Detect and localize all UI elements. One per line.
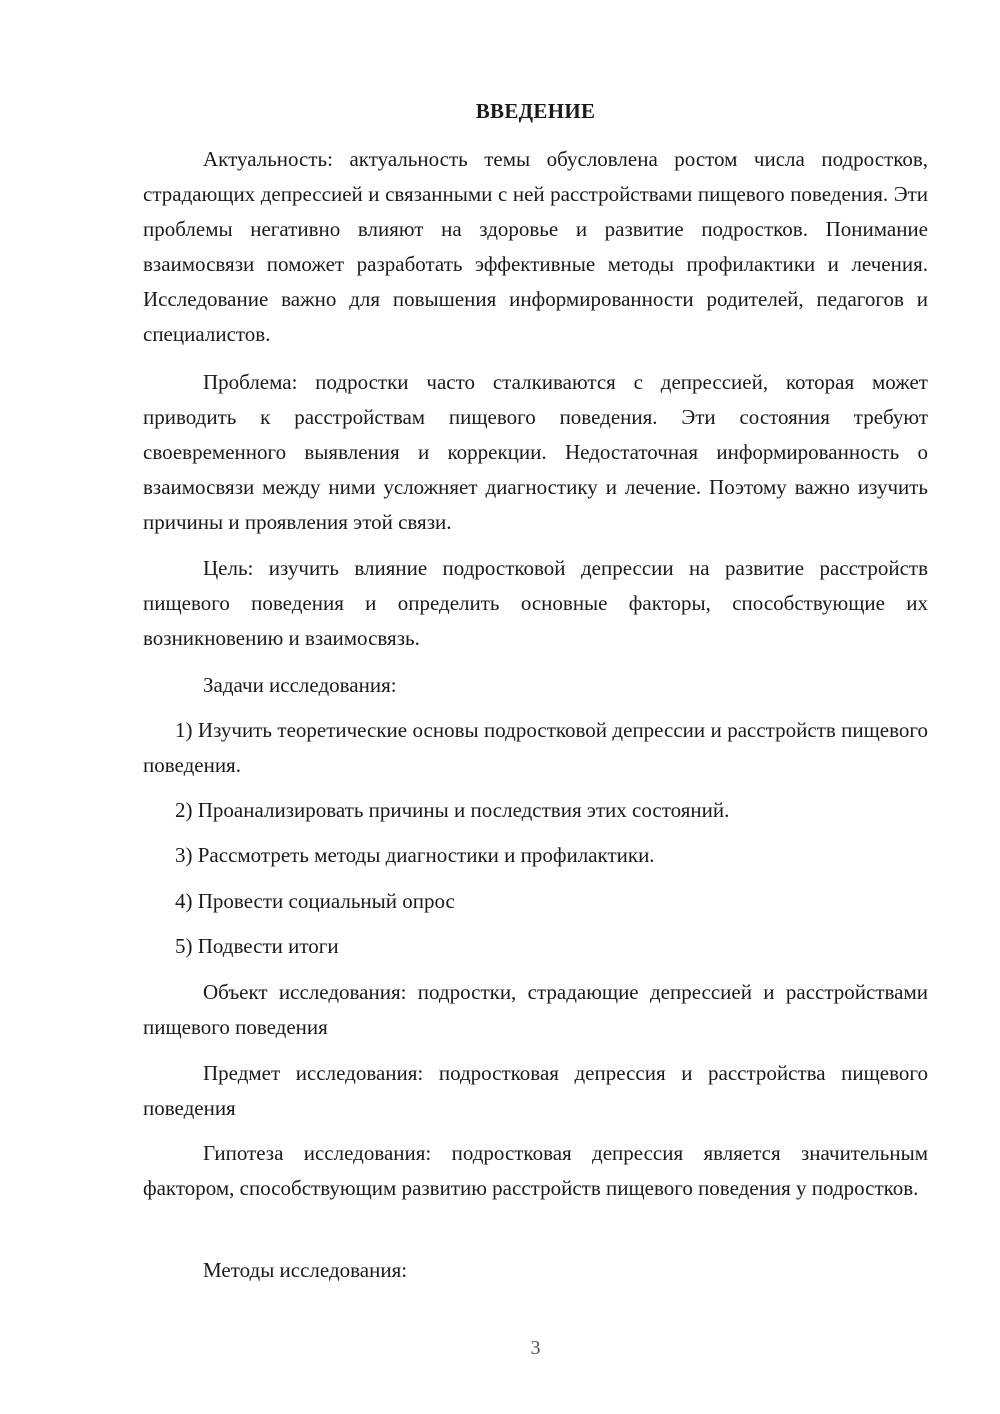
task-item: 5) Подвести итоги <box>175 934 339 958</box>
task-item: 4) Провести социальный опрос <box>175 889 455 913</box>
paragraph-object: Объект исследования: подростки, страдающие депрессией и расстройствами пищевого поведения <box>143 980 928 1039</box>
paragraph-relevance: Актуальность: актуальность темы обусловлена ростом числа подростков, страдающих депрессией и связанными с ней расстройствами пищевого поведения. Эти проблемы негативно влияют на здоровье и развитие подростков. Понимание взаимосвязи поможет разработать эффективные методы профилактики и лечения. Исследование важно для повышения информированности родителей, педагогов и специалистов. <box>143 147 928 346</box>
paragraph-problem: Проблема: подростки часто сталкиваются с депрессией, которая может приводить к расстройствам пищевого поведения. Эти состояния требуют своевременного выявления и коррекции. Недостаточная информированность о взаимосвязи между ними усложняет диагностику и лечение. Поэтому важно изучить причины и проявления этой связи. <box>143 370 928 534</box>
paragraph-hypothesis: Гипотеза исследования: подростковая депрессия является значительным фактором, способствующим развитию расстройств пищевого поведения у подростков. <box>143 1141 928 1200</box>
task-item: 2) Проанализировать причины и последствия этих состояний. <box>175 798 730 822</box>
task-item: 3) Рассмотреть методы диагностики и профилактики. <box>175 843 655 867</box>
paragraph-subject: Предмет исследования: подростковая депрессия и расстройства пищевого поведения <box>143 1061 928 1120</box>
paragraph-goal: Цель: изучить влияние подростковой депрессии на развитие расстройств пищевого поведения и определить основные факторы, способствующие их возникновению и взаимосвязь. <box>143 556 928 650</box>
page-title: ВВЕДЕНИЕ <box>475 99 596 123</box>
paragraph-methods: Методы исследования: <box>203 1258 408 1282</box>
document-page <box>143 0 928 1414</box>
page-number: 3 <box>530 1337 541 1359</box>
task-item: 1) Изучить теоретические основы подростковой депрессии и расстройств пищевого поведения. <box>143 718 928 777</box>
tasks-heading: Задачи исследования: <box>203 673 397 697</box>
